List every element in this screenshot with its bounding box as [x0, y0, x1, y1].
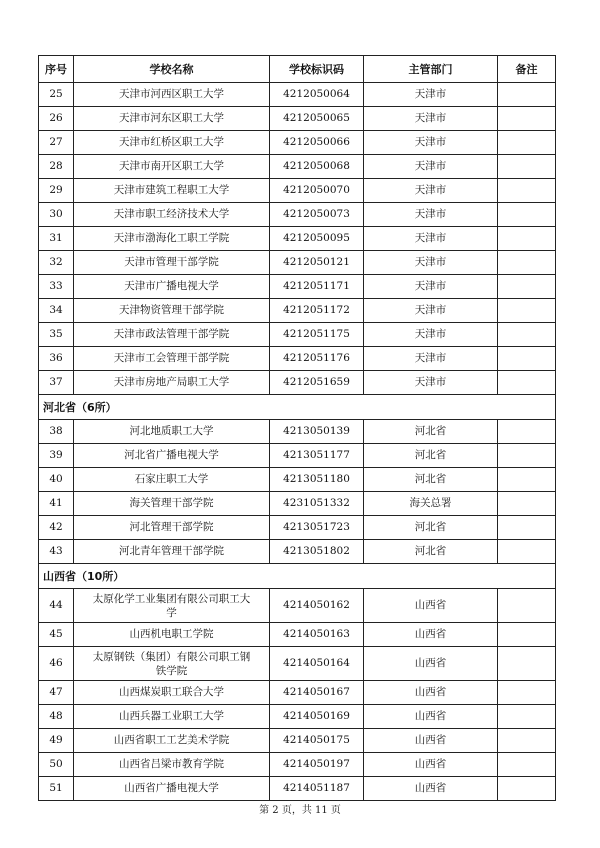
cell-note: [498, 107, 556, 131]
cell-name: 天津市河西区职工大学: [74, 83, 270, 107]
cell-index: 29: [39, 179, 74, 203]
cell-note: [498, 420, 556, 444]
cell-code: 4212050073: [270, 203, 364, 227]
cell-dept: 山西省: [364, 753, 498, 777]
cell-name: 天津市河东区职工大学: [74, 107, 270, 131]
cell-note: [498, 323, 556, 347]
cell-dept: 天津市: [364, 227, 498, 251]
table-row: [39, 155, 556, 179]
cell-note: [498, 371, 556, 395]
cell-code: 4213050139: [270, 420, 364, 444]
table-row: [39, 705, 556, 729]
cell-note: [498, 681, 556, 705]
cell-note: [498, 468, 556, 492]
cell-code: 4212050121: [270, 251, 364, 275]
cell-index: 37: [39, 371, 74, 395]
cell-dept: 天津市: [364, 323, 498, 347]
cell-code: 4214051187: [270, 777, 364, 801]
table-row: [39, 347, 556, 371]
cell-name: 天津市红桥区职工大学: [74, 131, 270, 155]
cell-note: [498, 516, 556, 540]
cell-code: 4214050175: [270, 729, 364, 753]
cell-dept: 天津市: [364, 299, 498, 323]
table-row: [39, 83, 556, 107]
cell-name: 天津市管理干部学院: [74, 251, 270, 275]
cell-name: 天津市房地产局职工大学: [74, 371, 270, 395]
cell-index: 38: [39, 420, 74, 444]
cell-index: 25: [39, 83, 74, 107]
cell-dept: 天津市: [364, 275, 498, 299]
cell-name: 山西兵器工业职工大学: [74, 705, 270, 729]
cell-note: [498, 299, 556, 323]
cell-code: 4213051180: [270, 468, 364, 492]
cell-name: 天津市职工经济技术大学: [74, 203, 270, 227]
cell-index: 42: [39, 516, 74, 540]
cell-index: 33: [39, 275, 74, 299]
cell-dept: 河北省: [364, 540, 498, 564]
cell-name: 山西省广播电视大学: [74, 777, 270, 801]
cell-dept: 天津市: [364, 251, 498, 275]
cell-name: 天津市工会管理干部学院: [74, 347, 270, 371]
table-row: [39, 420, 556, 444]
cell-dept: 河北省: [364, 516, 498, 540]
cell-code: 4212051175: [270, 323, 364, 347]
cell-note: [498, 589, 556, 623]
school-table: [38, 55, 556, 801]
cell-note: [498, 251, 556, 275]
cell-dept: 山西省: [364, 705, 498, 729]
cell-name: 河北管理干部学院: [74, 516, 270, 540]
cell-name: 海关管理干部学院: [74, 492, 270, 516]
section-title: 河北省（6所）: [39, 395, 556, 420]
cell-code: 4212050064: [270, 83, 364, 107]
section-row: [39, 564, 556, 589]
cell-dept: 山西省: [364, 589, 498, 623]
cell-code: 4214050197: [270, 753, 364, 777]
cell-dept: 河北省: [364, 444, 498, 468]
cell-code: 4212050070: [270, 179, 364, 203]
cell-name: 山西机电职工学院: [74, 623, 270, 647]
table-row: [39, 251, 556, 275]
table-row: [39, 681, 556, 705]
section-title: 山西省（10所）: [39, 564, 556, 589]
cell-index: 41: [39, 492, 74, 516]
cell-index: 46: [39, 647, 74, 681]
cell-note: [498, 753, 556, 777]
cell-code: 4214050162: [270, 589, 364, 623]
cell-dept: 山西省: [364, 777, 498, 801]
table-row: [39, 540, 556, 564]
table-row: [39, 516, 556, 540]
cell-code: 4214050164: [270, 647, 364, 681]
cell-code: 4231051332: [270, 492, 364, 516]
cell-code: 4212050095: [270, 227, 364, 251]
cell-dept: 河北省: [364, 420, 498, 444]
cell-name: 山西煤炭职工联合大学: [74, 681, 270, 705]
table-row: [39, 371, 556, 395]
table-row: [39, 753, 556, 777]
cell-note: [498, 83, 556, 107]
cell-dept: 天津市: [364, 83, 498, 107]
cell-name: 河北省广播电视大学: [74, 444, 270, 468]
cell-name: 天津市广播电视大学: [74, 275, 270, 299]
cell-dept: 天津市: [364, 179, 498, 203]
cell-dept: 天津市: [364, 107, 498, 131]
cell-index: 35: [39, 323, 74, 347]
cell-dept: 山西省: [364, 623, 498, 647]
cell-note: [498, 275, 556, 299]
cell-index: 34: [39, 299, 74, 323]
table-row: [39, 203, 556, 227]
table-row: [39, 131, 556, 155]
cell-note: [498, 131, 556, 155]
cell-dept: 河北省: [364, 468, 498, 492]
cell-dept: 海关总署: [364, 492, 498, 516]
table-row: [39, 444, 556, 468]
cell-dept: 山西省: [364, 729, 498, 753]
cell-index: 26: [39, 107, 74, 131]
table-row: [39, 275, 556, 299]
cell-code: 4213051802: [270, 540, 364, 564]
cell-index: 40: [39, 468, 74, 492]
cell-index: 32: [39, 251, 74, 275]
cell-name: 太原化学工业集团有限公司职工大学: [74, 589, 270, 623]
cell-code: 4212050065: [270, 107, 364, 131]
cell-note: [498, 203, 556, 227]
header-row: [39, 56, 556, 83]
cell-note: [498, 777, 556, 801]
cell-index: 47: [39, 681, 74, 705]
cell-index: 30: [39, 203, 74, 227]
cell-code: 4212050068: [270, 155, 364, 179]
cell-note: [498, 444, 556, 468]
cell-name: 天津市渤海化工职工学院: [74, 227, 270, 251]
cell-name: 天津物资管理干部学院: [74, 299, 270, 323]
cell-index: 43: [39, 540, 74, 564]
cell-code: 4214050167: [270, 681, 364, 705]
cell-code: 4213051723: [270, 516, 364, 540]
cell-name: 太原钢铁（集团）有限公司职工钢铁学院: [74, 647, 270, 681]
cell-note: [498, 729, 556, 753]
cell-dept: 山西省: [364, 647, 498, 681]
table-row: [39, 299, 556, 323]
cell-index: 49: [39, 729, 74, 753]
table-row: [39, 729, 556, 753]
cell-code: 4212051172: [270, 299, 364, 323]
cell-code: 4214050169: [270, 705, 364, 729]
cell-dept: 天津市: [364, 347, 498, 371]
cell-code: 4212051171: [270, 275, 364, 299]
table-row: [39, 589, 556, 623]
col-header-code: 学校标识码: [270, 56, 364, 83]
cell-dept: 天津市: [364, 155, 498, 179]
cell-name: 河北地质职工大学: [74, 420, 270, 444]
cell-index: 51: [39, 777, 74, 801]
cell-index: 48: [39, 705, 74, 729]
col-header-dept: 主管部门: [364, 56, 498, 83]
cell-index: 28: [39, 155, 74, 179]
cell-dept: 天津市: [364, 371, 498, 395]
cell-name: 山西省职工工艺美术学院: [74, 729, 270, 753]
cell-code: 4213051177: [270, 444, 364, 468]
cell-index: 50: [39, 753, 74, 777]
cell-note: [498, 705, 556, 729]
cell-code: 4212051659: [270, 371, 364, 395]
table-row: [39, 468, 556, 492]
cell-note: [498, 647, 556, 681]
table-row: [39, 647, 556, 681]
cell-note: [498, 347, 556, 371]
cell-note: [498, 492, 556, 516]
cell-name: 天津市政法管理干部学院: [74, 323, 270, 347]
cell-index: 39: [39, 444, 74, 468]
cell-dept: 山西省: [364, 681, 498, 705]
cell-index: 36: [39, 347, 74, 371]
cell-index: 45: [39, 623, 74, 647]
table-row: [39, 227, 556, 251]
section-row: [39, 395, 556, 420]
cell-dept: 天津市: [364, 203, 498, 227]
cell-name: 天津市南开区职工大学: [74, 155, 270, 179]
cell-index: 31: [39, 227, 74, 251]
cell-name: 河北青年管理干部学院: [74, 540, 270, 564]
col-header-note: 备注: [498, 56, 556, 83]
cell-note: [498, 623, 556, 647]
table-row: [39, 107, 556, 131]
table-row: [39, 777, 556, 801]
cell-note: [498, 179, 556, 203]
table-row: [39, 179, 556, 203]
col-header-name: 学校名称: [74, 56, 270, 83]
page-footer: 第 2 页，共 11 页: [259, 805, 341, 816]
table-row: [39, 323, 556, 347]
table-row: [39, 623, 556, 647]
table-body: [39, 83, 556, 801]
cell-name: 天津市建筑工程职工大学: [74, 179, 270, 203]
table-row: [39, 492, 556, 516]
cell-name: 石家庄职工大学: [74, 468, 270, 492]
cell-name: 山西省吕梁市教育学院: [74, 753, 270, 777]
cell-note: [498, 155, 556, 179]
cell-code: 4212050066: [270, 131, 364, 155]
cell-code: 4212051176: [270, 347, 364, 371]
cell-note: [498, 540, 556, 564]
cell-index: 44: [39, 589, 74, 623]
cell-index: 27: [39, 131, 74, 155]
cell-code: 4214050163: [270, 623, 364, 647]
col-header-index: 序号: [39, 56, 74, 83]
cell-dept: 天津市: [364, 131, 498, 155]
cell-note: [498, 227, 556, 251]
